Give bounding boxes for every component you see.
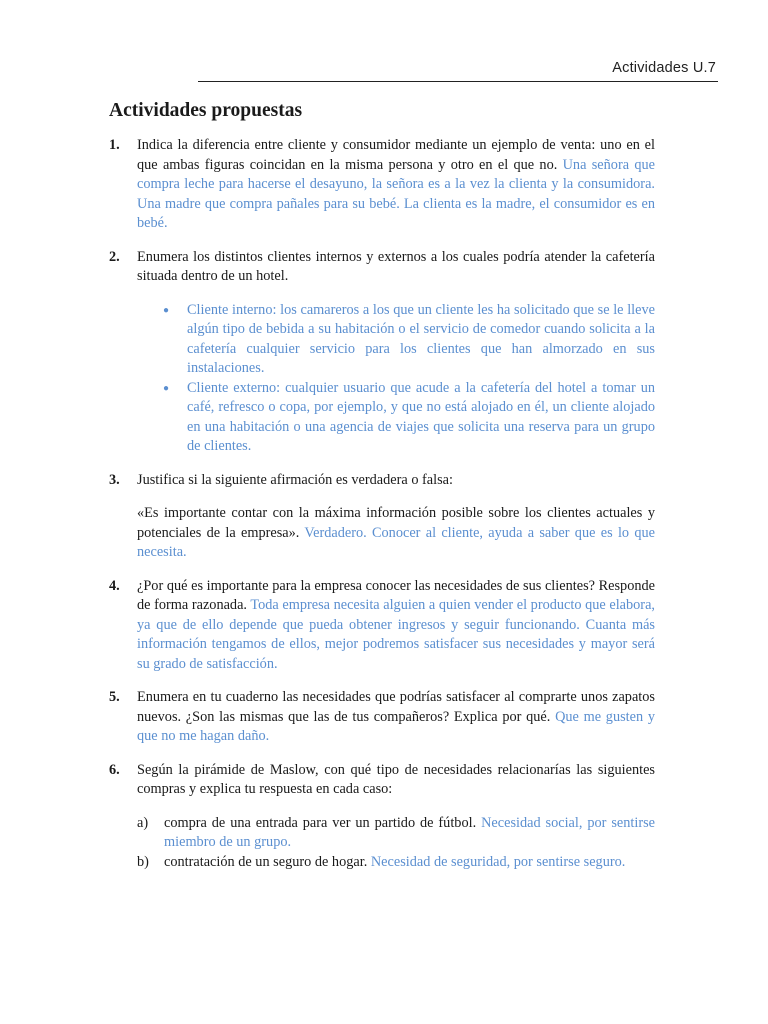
question-number: 6. xyxy=(109,761,120,778)
question-text: Según la pirámide de Maslow, con qué tipo de necesidades relacionarías las siguientes compras y explica tu respuesta en cada caso: xyxy=(137,761,655,797)
subitem-b xyxy=(137,853,655,873)
bullet-icon: ● xyxy=(163,304,170,316)
subitem-a xyxy=(137,814,655,853)
question-number: 3. xyxy=(109,471,120,488)
answer-text: Necesidad social, por sentirse miembro de un grupo. xyxy=(164,814,656,850)
question-number: 1. xyxy=(109,137,120,153)
activities-list xyxy=(109,136,655,872)
question-text: Enumera en tu cuaderno las necesidades que podrías satisfacer al comprarte unos zapatos nuevos. ¿Son las mismas que las de tus compañeros? Explica por qué. xyxy=(137,689,655,725)
list-item xyxy=(159,301,655,379)
answer-text: Una señora que compra leche para hacerse el desayuno, la señora es a la vez la clienta y la consumidora. Una madre que compra pañales para su bebé. La clienta es la madre, el consumidor es en bebé. xyxy=(137,156,655,231)
answer-text: Que me gusten y que no me hagan daño. xyxy=(137,708,656,744)
answer-text: Verdadero. Conocer al cliente, ayuda a saber que es lo que necesita. xyxy=(137,524,655,560)
page-title: Actividades propuestas xyxy=(109,100,303,121)
quote-text: «Es importante contar con la máxima información posible sobre los clientes actuales y potenciales de la empresa». xyxy=(137,505,655,541)
question-6 xyxy=(109,761,655,800)
subitem-label: a) xyxy=(137,814,149,831)
answer-text: Necesidad de seguridad, por sentirse seguro. xyxy=(370,853,626,870)
question-text: ¿Por qué es importante para la empresa conocer las necesidades de sus clientes? Responde de forma razonada. xyxy=(137,577,655,613)
header-title: Actividades U.7 xyxy=(612,60,716,76)
answer-text: Cliente externo: cualquier usuario que acude a la cafetería del hotel a tomar un café, refresco o copa, por ejemplo, y que no está alojado en él, un cliente alojado en una habitación o una agencia de viajes que solicita una reserva para un grupo de clientes. xyxy=(187,379,655,454)
subitem-text: contratación de un seguro de hogar. xyxy=(164,853,368,870)
quote-block xyxy=(137,504,655,563)
answer-text: Cliente interno: los camareros a los que un cliente les ha solicitado que se le lleve algún tipo de bebida a su habitación o el servicio de comedor cuando solicita a la cafetería cualquier servicio para los clientes que han almorzado en sus instalaciones. xyxy=(187,301,655,376)
question-2 xyxy=(109,248,655,287)
question-3 xyxy=(109,471,655,491)
list-item xyxy=(159,379,655,457)
answer-bullet-list xyxy=(159,301,655,457)
question-number: 5. xyxy=(109,689,120,705)
question-text: Enumera los distintos clientes internos y externos a los cuales podría atender la cafetería situada dentro de un hotel. xyxy=(137,248,655,284)
answer-text: Toda empresa necesita alguien a quien vender el producto que elabora, ya que de ello depende que pueda obtener ingresos y seguir funcionando. Cuanta más información tengamos de ellos, mejor podremos satisfacer sus necesidades y mayor será su grado de satisfacción. xyxy=(137,597,655,672)
question-number: 4. xyxy=(109,577,120,594)
page-header xyxy=(198,58,718,82)
question-text: Justifica si la siguiente afirmación es verdadera o falsa: xyxy=(137,471,453,488)
question-4 xyxy=(109,577,655,675)
bullet-icon: ● xyxy=(163,382,170,394)
subitem-label: b) xyxy=(137,853,149,870)
question-number: 2. xyxy=(109,248,120,265)
question-5 xyxy=(109,688,655,747)
question-1 xyxy=(109,136,655,234)
subitem-text: compra de una entrada para ver un partido de fútbol. xyxy=(164,814,477,831)
question-text: Indica la diferencia entre cliente y consumidor mediante un ejemplo de venta: uno en el que ambas figuras coincidan en la misma persona y otro en el que no. xyxy=(137,137,655,173)
